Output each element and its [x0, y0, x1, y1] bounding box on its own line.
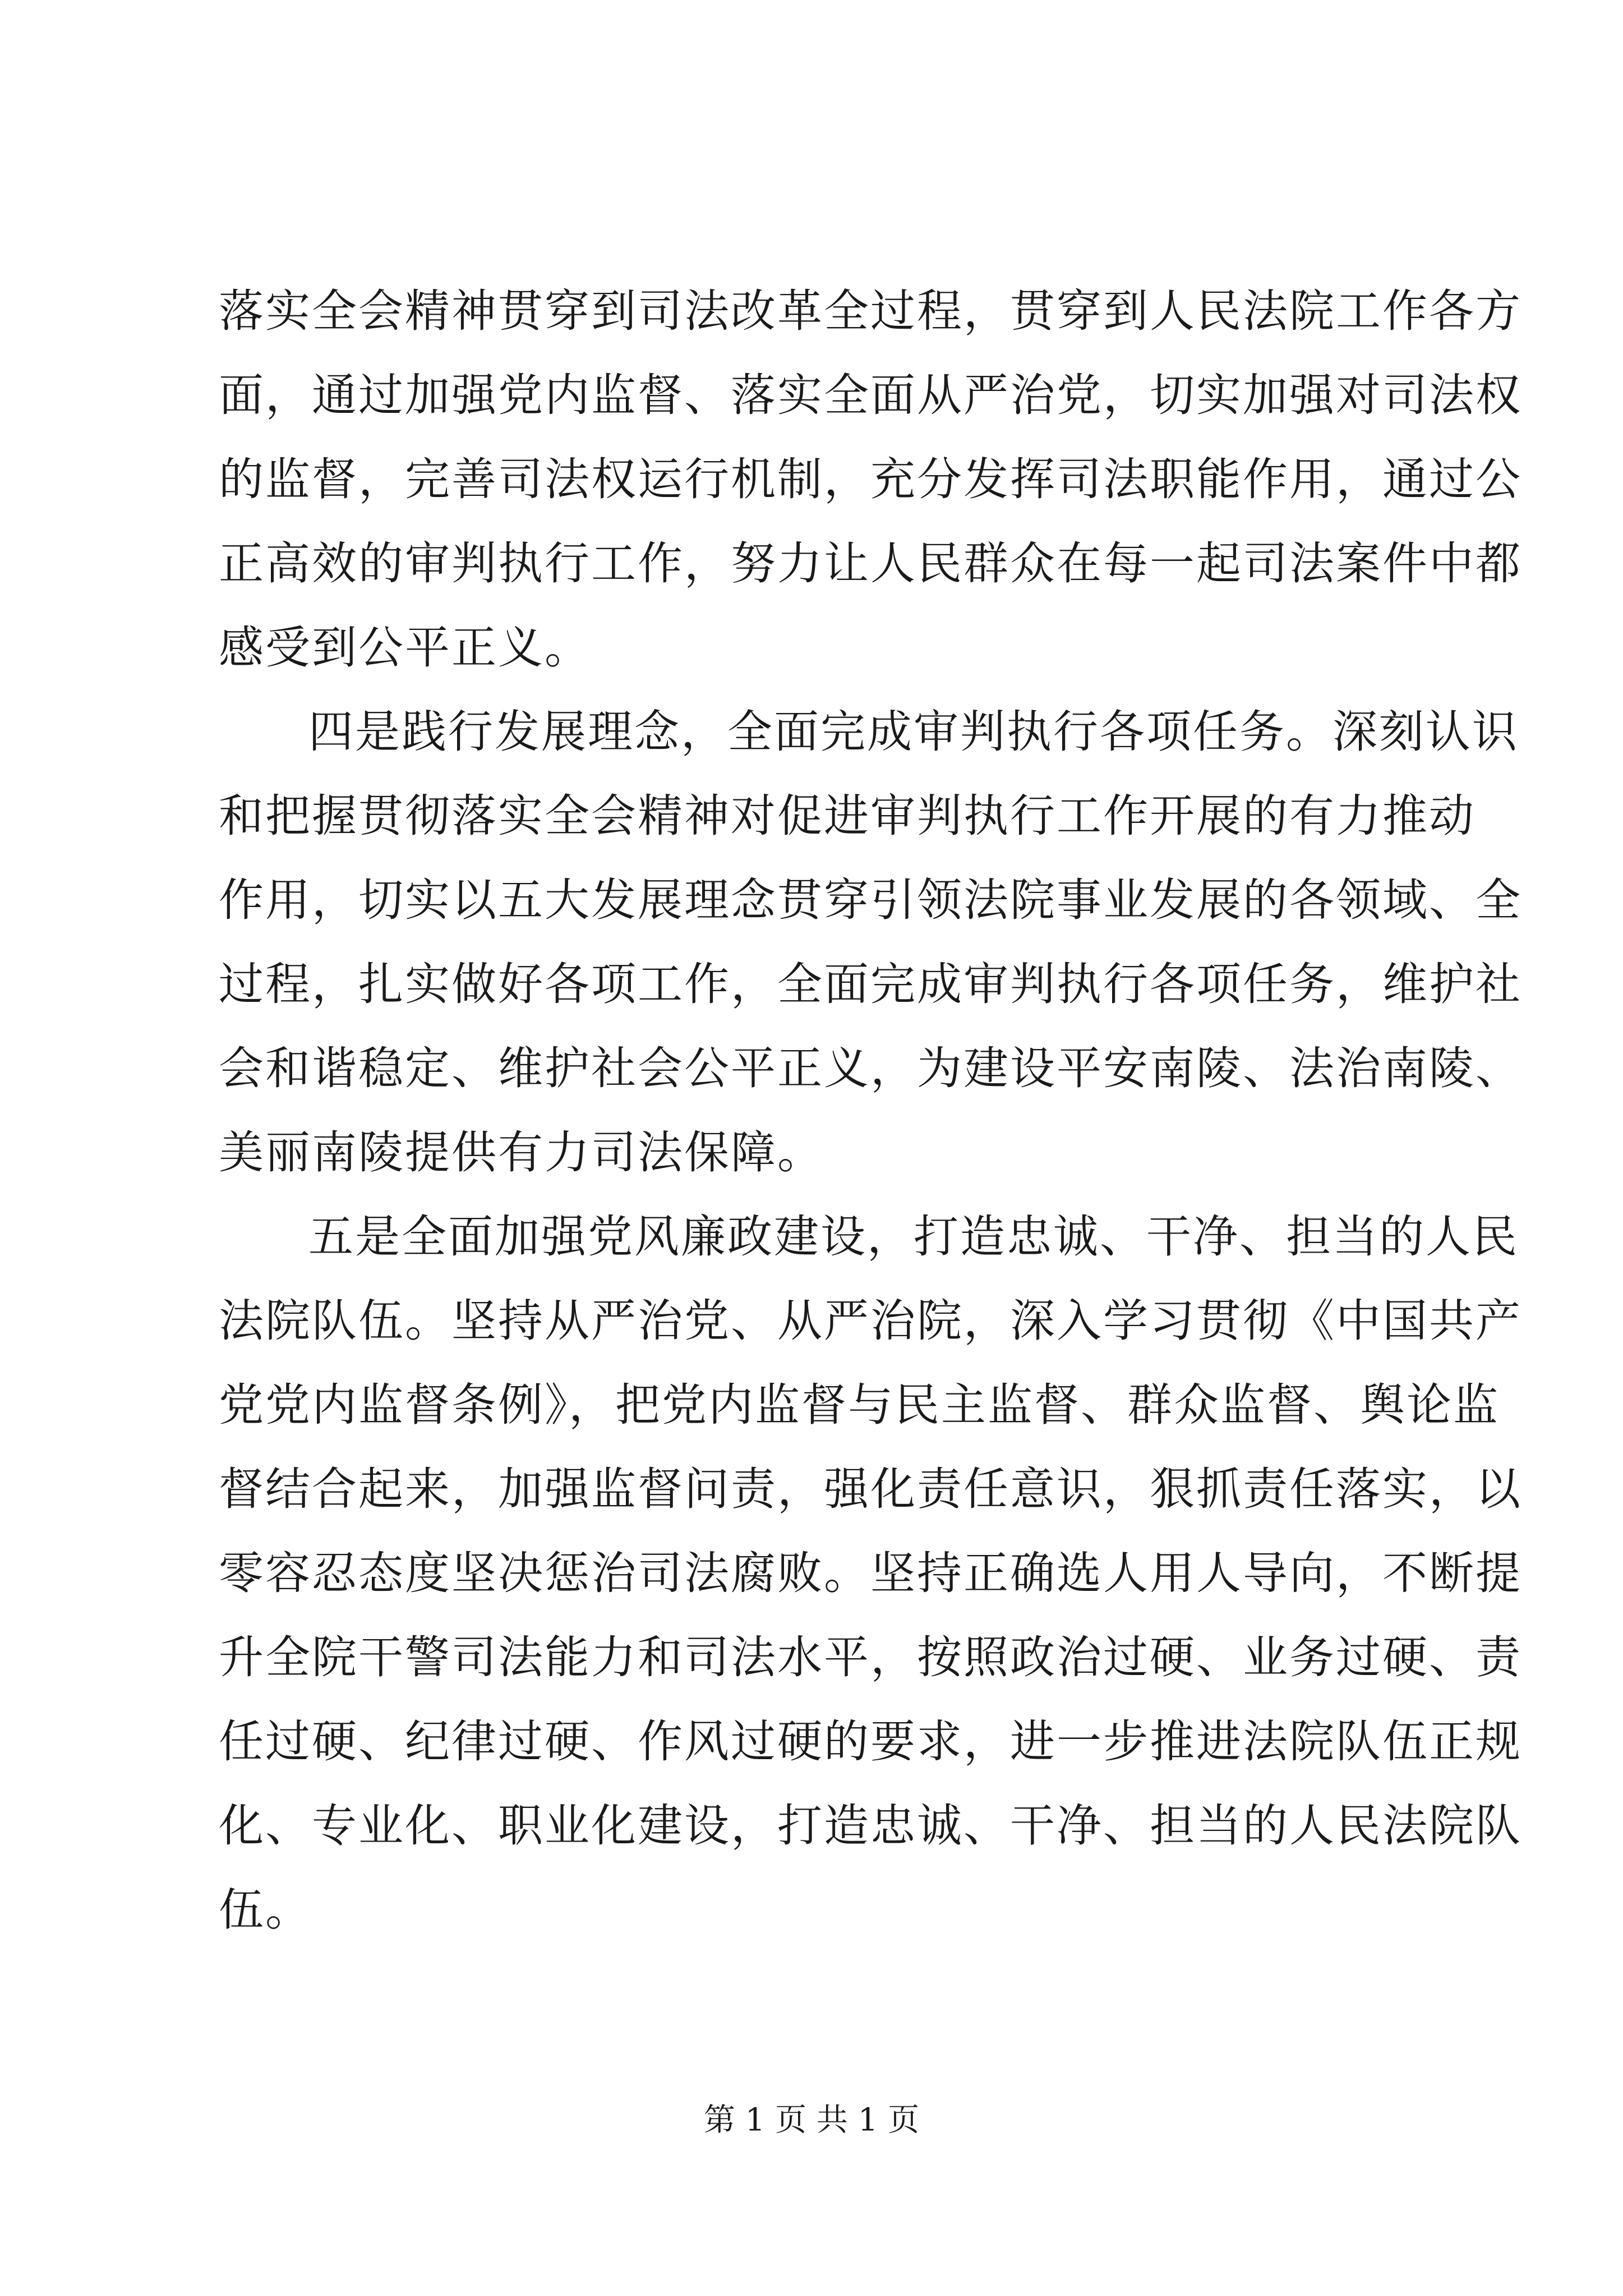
text-line: 四是践行发展理念，全面完成审判执行各项任务。深刻认识	[308, 706, 1519, 758]
paragraph	[219, 269, 1522, 690]
text-line: 正高效的审判执行工作，努力让人民群众在每一起司法案件中都	[219, 537, 1522, 590]
text-line: 任过硬、纪律过硬、作风过硬的要求，进一步推进法院队伍正规	[219, 1715, 1522, 1768]
text-line: 过程，扎实做好各项工作，全面完成审判执行各项任务，维护社	[219, 958, 1522, 1010]
text-line: 督结合起来，加强监督问责，强化责任意识，狠抓责任落实，以	[219, 1463, 1522, 1515]
text-line: 会和谐稳定、维护社会公平正义，为建设平安南陵、法治南陵、	[219, 1042, 1522, 1094]
text-line: 化、专业化、职业化建设，打造忠诚、干净、担当的人民法院队	[219, 1800, 1522, 1852]
text-line: 感受到公平正义。	[219, 622, 591, 674]
text-line: 落实全会精神贯穿到司法改革全过程，贯穿到人民法院工作各方	[219, 285, 1522, 337]
text-line: 作用，切实以五大发展理念贯穿引领法院事业发展的各领域、全	[219, 874, 1522, 926]
document-body	[219, 269, 1522, 1952]
text-line: 伍。	[219, 1884, 312, 1936]
text-line: 法院队伍。坚持从严治党、从严治院，深入学习贯彻《中国共产	[219, 1295, 1522, 1347]
page-footer: 第 1 页 共 1 页	[703, 2102, 920, 2138]
text-line: 升全院干警司法能力和司法水平，按照政治过硬、业务过硬、责	[219, 1631, 1522, 1683]
text-line: 面，通过加强党内监督、落实全面从严治党，切实加强对司法权	[219, 369, 1522, 421]
text-line: 的监督，完善司法权运行机制，充分发挥司法职能作用，通过公	[219, 453, 1522, 505]
text-line: 零容忍态度坚决惩治司法腐败。坚持正确选人用人导向，不断提	[219, 1547, 1522, 1599]
paragraph	[219, 1195, 1522, 1952]
paragraph	[219, 690, 1522, 1195]
text-line: 党党内监督条例》，把党内监督与民主监督、群众监督、舆论监	[219, 1379, 1500, 1431]
text-line: 美丽南陵提供有力司法保障。	[219, 1126, 824, 1179]
text-line: 五是全面加强党风廉政建设，打造忠诚、干净、担当的人民	[308, 1211, 1519, 1263]
text-line: 和把握贯彻落实全会精神对促进审判执行工作开展的有力推动	[219, 790, 1476, 842]
